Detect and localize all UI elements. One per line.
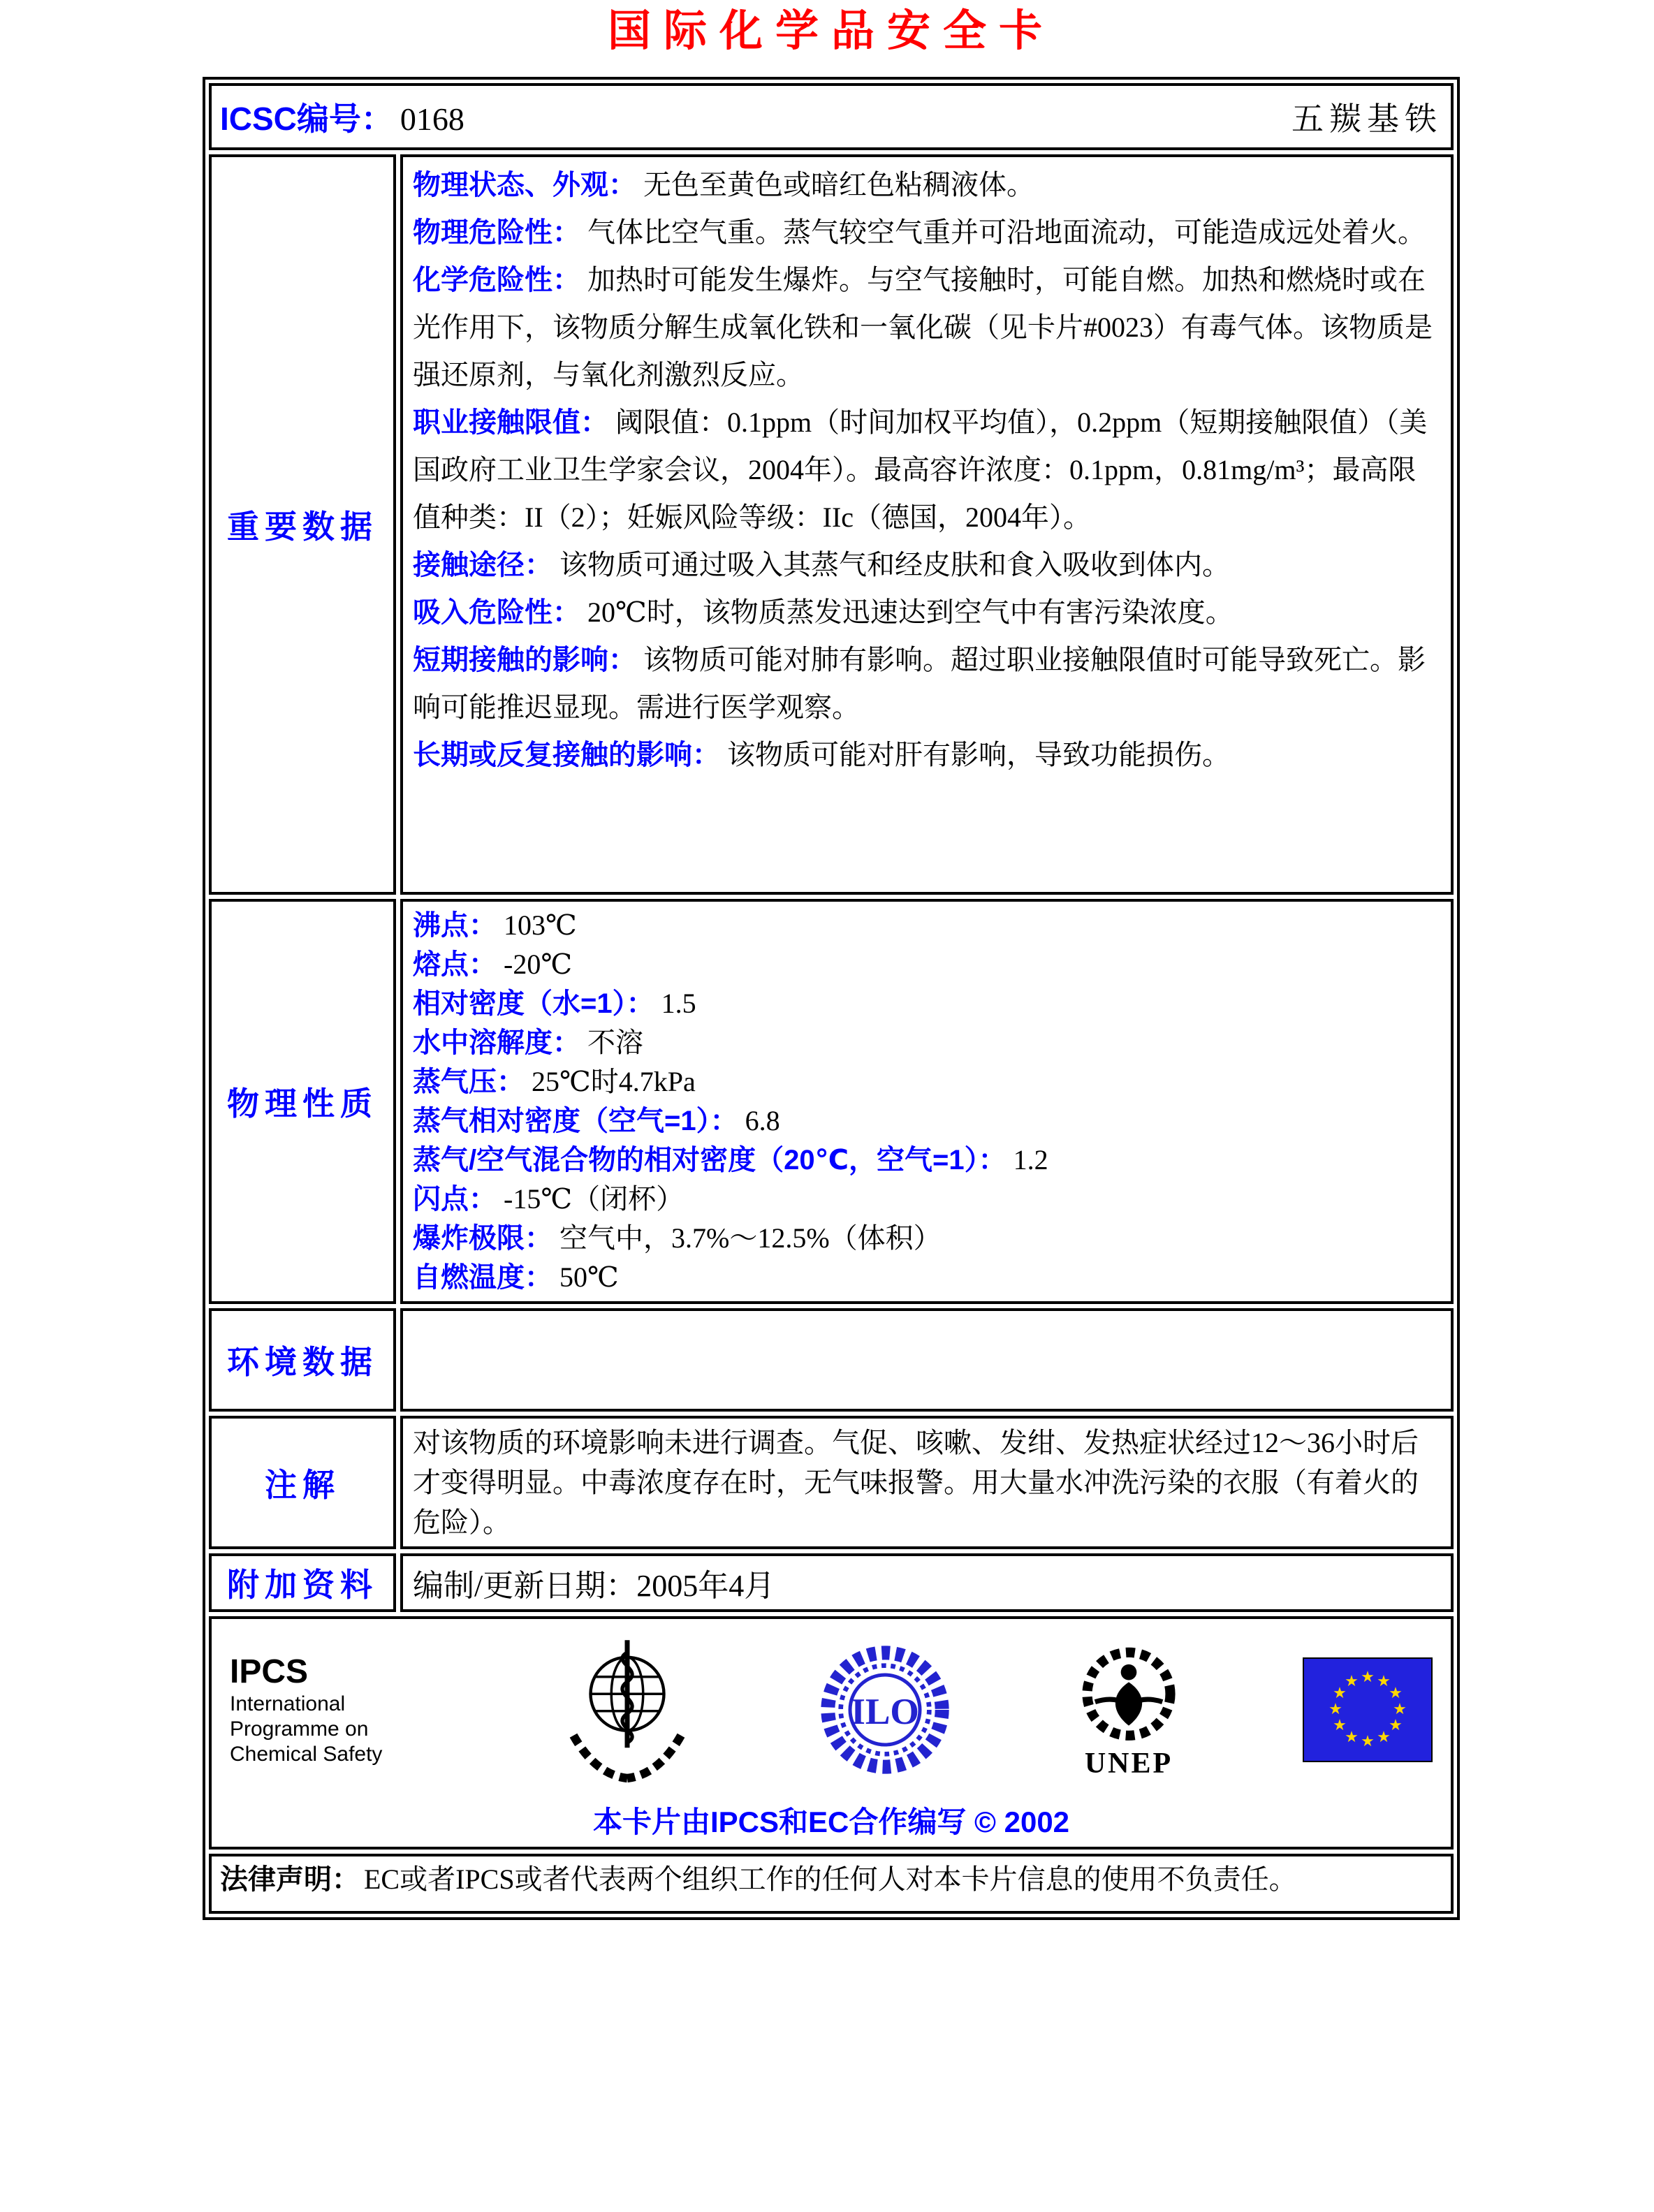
legal-label: 法律声明： xyxy=(220,1864,360,1895)
field-text: 50℃ xyxy=(559,1261,619,1293)
icsc-page xyxy=(0,7,1654,2212)
page-title: 国际化学品安全卡 xyxy=(607,7,1055,55)
field-text: 1.5 xyxy=(661,988,696,1019)
svg-text:★: ★ xyxy=(1389,1684,1403,1701)
physical-item xyxy=(413,1141,1441,1180)
svg-text:★: ★ xyxy=(1333,1716,1347,1734)
legal-text: EC或者IPCS或者代表两个组织工作的任何人对本卡片信息的使用不负责任。 xyxy=(364,1863,1297,1895)
icsc-card-table xyxy=(203,77,1460,1920)
physical-properties-cell xyxy=(400,899,1454,1304)
svg-text:★: ★ xyxy=(1333,1684,1347,1701)
field-text: 气体比空气重。蒸气较空气重并可沿地面流动，可能造成远处着火。 xyxy=(587,217,1426,248)
footer-cell xyxy=(209,1616,1454,1850)
important-item xyxy=(413,209,1441,256)
important-item xyxy=(413,731,1441,779)
svg-text:★: ★ xyxy=(1377,1728,1391,1745)
svg-text:★: ★ xyxy=(1329,1700,1342,1717)
svg-text:★: ★ xyxy=(1345,1672,1359,1690)
field-label: 吸入危险性： xyxy=(413,597,580,628)
eu-flag-icon xyxy=(1303,1657,1433,1762)
field-text: 阈限值：0.1ppm（时间加权平均值），0.2ppm（短期接触限值）（美国政府工业卫生学家会议，2004年）。最高容许浓度：0.1ppm，0.81mg/m³；最高限值种类：II（2）；妊娠风险等级：IIc（德国，2004年）。 xyxy=(413,406,1428,533)
field-label: 物理危险性： xyxy=(413,217,580,248)
important-item xyxy=(413,399,1441,541)
physical-item xyxy=(413,1101,1441,1141)
chemical-name: 五羰基铁 xyxy=(1291,101,1442,137)
svg-text:★: ★ xyxy=(1361,1668,1375,1685)
svg-text:★: ★ xyxy=(1389,1716,1403,1734)
notes-row xyxy=(209,1416,1454,1549)
notes-cell xyxy=(400,1416,1454,1549)
icsc-number-label: ICSC编号： xyxy=(220,101,393,137)
physical-item xyxy=(413,1258,1441,1297)
field-label: 沸点： xyxy=(413,910,497,941)
field-label: 相对密度（水=1）： xyxy=(413,988,654,1019)
field-text: -15℃（闭杯） xyxy=(504,1183,685,1215)
field-label: 蒸气相对密度（空气=1）： xyxy=(413,1106,738,1136)
field-text: 空气中，3.7%～12.5%（体积） xyxy=(559,1222,942,1254)
physical-item xyxy=(413,945,1441,984)
update-date-label: 编制/更新日期： xyxy=(413,1569,637,1603)
legal-cell xyxy=(209,1854,1454,1914)
field-label: 接触途径： xyxy=(413,550,552,580)
header-row xyxy=(209,83,1454,150)
unep-logo-box xyxy=(1069,1642,1188,1778)
physical-item xyxy=(413,906,1441,945)
physical-item xyxy=(413,1062,1441,1101)
credit-line: 本卡片由IPCS和EC合作编写 © 2002 xyxy=(592,1806,1070,1838)
field-text: 该物质可能对肺有影响。超过职业接触限值时可能导致死亡。影响可能推迟显现。需进行医学观察。 xyxy=(413,644,1426,723)
field-text: 6.8 xyxy=(745,1105,780,1136)
physical-properties-row xyxy=(209,899,1454,1304)
row-label-important-data: 重要数据 xyxy=(209,154,396,895)
field-label: 蒸气压： xyxy=(413,1067,525,1097)
icsc-number xyxy=(220,94,464,140)
environmental-data-row xyxy=(209,1308,1454,1412)
logo-strip xyxy=(230,1630,1433,1789)
row-label-additional-info: 附加资料 xyxy=(209,1553,396,1612)
additional-info-cell xyxy=(400,1553,1454,1612)
important-data-row xyxy=(209,154,1454,895)
ipcs-block xyxy=(230,1653,439,1767)
important-item xyxy=(413,256,1441,399)
update-date-value: 2005年4月 xyxy=(636,1569,775,1603)
important-data-cell xyxy=(400,154,1454,895)
row-label-physical-properties: 物理性质 xyxy=(209,899,396,1304)
field-text: 该物质可能对肝有影响，导致功能损伤。 xyxy=(727,739,1230,770)
ilo-logo-icon xyxy=(815,1640,955,1780)
eu-flag-box xyxy=(1303,1657,1433,1762)
field-label: 化学危险性： xyxy=(413,265,580,295)
footer-row xyxy=(209,1616,1454,1850)
svg-text:★: ★ xyxy=(1393,1700,1407,1717)
field-text: 加热时可能发生爆炸。与空气接触时，可能自燃。加热和燃烧时或在光作用下，该物质分解生成氧化铁和一氧化碳（见卡片#0023）有毒气体。该物质是强还原剂，与氧化剂激烈反应。 xyxy=(413,264,1433,390)
field-text: 103℃ xyxy=(504,909,577,941)
field-label: 职业接触限值： xyxy=(413,407,608,438)
field-label: 爆炸极限： xyxy=(413,1223,552,1254)
field-label: 水中溶解度： xyxy=(413,1027,580,1058)
important-item xyxy=(413,589,1441,636)
physical-item xyxy=(413,1180,1441,1219)
physical-item xyxy=(413,1023,1441,1062)
header-cell xyxy=(209,83,1454,150)
field-label: 短期接触的影响： xyxy=(413,645,636,675)
field-text: 不溶 xyxy=(587,1027,643,1058)
ilo-logo-text: ILO xyxy=(851,1690,919,1732)
ipcs-subtitle-line: Programme on xyxy=(230,1717,369,1741)
field-text: 25℃时4.7kPa xyxy=(532,1066,696,1097)
field-text: 20℃时，该物质蒸发迅速达到空气中有害污染浓度。 xyxy=(587,596,1234,628)
legal-row xyxy=(209,1854,1454,1914)
field-text: 该物质可通过吸入其蒸气和经皮肤和食入吸收到体内。 xyxy=(559,549,1230,580)
row-label-notes: 注解 xyxy=(209,1416,396,1549)
notes-text: 对该物质的环境影响未进行调查。气促、咳嗽、发绀、发热症状经过12～36小时后才变得明显。中毒浓度存在时，无气味报警。用大量水冲洗污染的衣服（有着火的危险）。 xyxy=(413,1427,1419,1538)
physical-item xyxy=(413,984,1441,1023)
important-item xyxy=(413,541,1441,589)
unep-logo-text: UNEP xyxy=(1084,1748,1173,1780)
icsc-number-value: 0168 xyxy=(400,101,464,137)
unep-logo-icon xyxy=(1069,1642,1188,1754)
field-label: 蒸气/空气混合物的相对密度（20℃，空气=1）： xyxy=(413,1145,1007,1175)
field-label: 长期或反复接触的影响： xyxy=(413,740,720,770)
field-text: 无色至黄色或暗红色粘稠液体。 xyxy=(643,169,1034,200)
svg-text:★: ★ xyxy=(1345,1728,1359,1745)
ipcs-title: IPCS xyxy=(230,1653,309,1690)
important-item xyxy=(413,636,1441,731)
who-logo-box xyxy=(554,1630,701,1789)
physical-item xyxy=(413,1219,1441,1258)
additional-info-row xyxy=(209,1553,1454,1612)
who-logo-icon xyxy=(554,1630,701,1789)
field-text: 1.2 xyxy=(1013,1144,1048,1175)
field-label: 闪点： xyxy=(413,1184,497,1215)
environmental-data-cell xyxy=(400,1308,1454,1412)
ilo-logo-box xyxy=(815,1640,955,1780)
field-label: 熔点： xyxy=(413,949,497,980)
field-label: 自燃温度： xyxy=(413,1262,552,1293)
svg-text:★: ★ xyxy=(1361,1732,1375,1750)
important-item xyxy=(413,161,1441,209)
row-label-environmental-data: 环境数据 xyxy=(209,1308,396,1412)
field-label: 物理状态、外观： xyxy=(413,170,636,200)
svg-text:★: ★ xyxy=(1377,1672,1391,1690)
ipcs-subtitle-line: International xyxy=(230,1692,346,1715)
ipcs-subtitle-line: Chemical Safety xyxy=(230,1743,383,1766)
field-text: -20℃ xyxy=(504,948,573,980)
